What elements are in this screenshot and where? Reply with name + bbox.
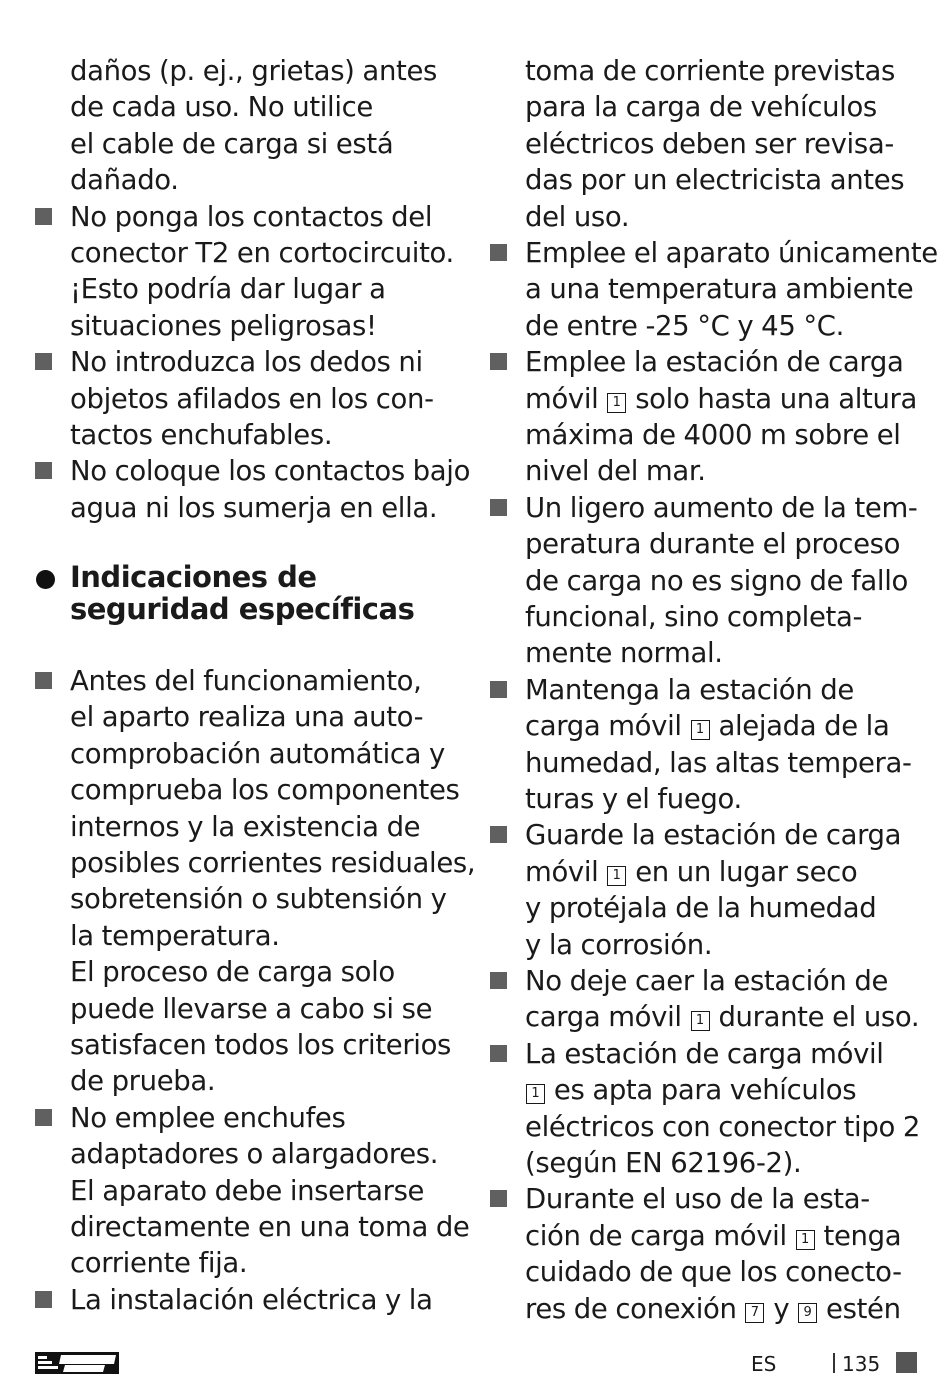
text-segment: Mantenga la estación de [525, 673, 854, 706]
text-line [525, 781, 742, 817]
text-segment: posibles corrientes residuales, [70, 847, 476, 879]
text-segment: durante el uso. [710, 1001, 920, 1034]
text-segment: móvil [525, 382, 607, 415]
text-line [70, 1063, 215, 1099]
text-line [525, 599, 862, 635]
text-line [525, 1181, 870, 1217]
text-segment: solo hasta una altura [627, 382, 918, 415]
text-segment: Antes del funcionamiento, [70, 665, 422, 697]
section-bullet-icon [36, 570, 55, 589]
text-segment: máxima de 4000 m sobre el [525, 419, 901, 451]
text-segment: carga móvil [525, 710, 690, 743]
text-line [525, 344, 903, 380]
text-line [70, 453, 470, 489]
text-segment: estén [818, 1292, 901, 1325]
text-line [525, 308, 844, 344]
text-line [70, 845, 475, 881]
text-line [525, 162, 904, 198]
text-segment: el cable de carga si está [70, 127, 394, 160]
text-segment: (según EN 62196-2). [525, 1147, 802, 1179]
text-segment: No introduzca los dedos ni [70, 346, 423, 379]
text-segment: y [765, 1292, 798, 1325]
text-segment: El aparato debe insertarse [70, 1174, 425, 1207]
reference-number-box: 1 [691, 1011, 710, 1031]
text-line [70, 490, 437, 526]
text-line [525, 927, 712, 963]
text-segment: tenga [815, 1219, 902, 1252]
text-line [70, 663, 422, 699]
text-line [525, 1109, 920, 1145]
text-line [525, 89, 877, 125]
text-segment: Un ligero aumento de la tem- [525, 491, 918, 524]
text-line [70, 991, 432, 1027]
text-segment: para la carga de vehículos [525, 91, 877, 124]
text-line [70, 1136, 438, 1172]
text-line [70, 918, 280, 954]
text-line [70, 1027, 451, 1063]
text-line [525, 199, 629, 235]
list-bullet-icon [35, 672, 52, 689]
text-line [525, 890, 876, 926]
text-segment: La estación de carga móvil [525, 1037, 884, 1070]
list-bullet-icon [490, 972, 507, 989]
text-segment: es apta para vehículos [546, 1074, 857, 1107]
text-line [525, 271, 913, 307]
list-bullet-icon [35, 462, 52, 479]
list-bullet-icon [35, 353, 52, 370]
text-line [525, 381, 917, 417]
text-segment: cuidado de que los conecto- [525, 1256, 902, 1289]
text-line [525, 235, 938, 271]
list-bullet-icon [490, 1190, 507, 1207]
text-line [70, 1100, 345, 1136]
text-line [70, 381, 434, 417]
text-line [70, 772, 460, 808]
text-segment: nivel del mar. [525, 455, 706, 488]
text-line [70, 1209, 470, 1245]
text-line [525, 1145, 801, 1181]
text-segment: la temperatura. [70, 919, 280, 952]
text-line [70, 1245, 247, 1281]
ultimate-speed-logo [35, 1349, 119, 1376]
text-line [70, 199, 432, 235]
section-heading-line-1: Indicaciones de [70, 560, 317, 594]
text-segment: Emplee la estación de carga [525, 346, 904, 379]
text-segment: puede llevarse a cabo si se [70, 992, 433, 1025]
reference-number-box: 1 [691, 720, 710, 740]
reference-number-box: 9 [798, 1303, 817, 1323]
reference-number-box: 1 [607, 866, 626, 886]
text-line [70, 235, 454, 271]
text-line [70, 53, 437, 89]
text-line [525, 817, 901, 853]
text-segment: Durante el uso de la esta- [525, 1183, 870, 1216]
reference-number-box: 1 [796, 1230, 815, 1250]
text-line [525, 126, 894, 162]
text-segment: corriente fija. [70, 1247, 248, 1280]
text-line [70, 89, 373, 125]
section-heading-line-2: seguridad específicas [70, 592, 415, 626]
text-line [525, 1218, 901, 1254]
text-line [525, 708, 889, 744]
text-segment: en un lugar seco [627, 855, 858, 888]
text-segment: agua ni los sumerja en ella. [70, 491, 438, 524]
text-segment: daños (p. ej., grietas) antes [70, 55, 437, 87]
text-line [70, 344, 423, 380]
text-segment: No coloque los contactos bajo [70, 455, 471, 488]
text-line [525, 490, 917, 526]
list-bullet-icon [490, 1045, 507, 1062]
text-segment: de carga no es signo de fallo [525, 564, 908, 597]
list-bullet-icon [35, 1291, 52, 1308]
text-segment: carga móvil [525, 1001, 690, 1034]
text-segment: objetos afilados en los con- [70, 382, 434, 415]
text-line [525, 963, 888, 999]
text-segment: El proceso de carga solo [70, 956, 395, 989]
text-line [525, 854, 857, 890]
text-line [70, 954, 395, 990]
list-bullet-icon [35, 208, 52, 225]
text-segment: conector T2 en cortocircuito. [70, 237, 454, 269]
text-segment: peratura durante el proceso [525, 528, 901, 561]
list-bullet-icon [490, 244, 507, 261]
text-segment: satisfacen todos los criterios [70, 1029, 452, 1061]
reference-number-box: 1 [526, 1084, 545, 1104]
text-segment: internos y la existencia de [70, 810, 421, 843]
text-segment: mente normal. [525, 637, 723, 670]
text-segment: funcional, sino completa- [525, 601, 863, 633]
list-bullet-icon [490, 826, 507, 843]
text-line [70, 271, 386, 307]
text-line [525, 563, 908, 599]
text-segment: alejada de la [710, 710, 890, 743]
text-segment: sobretensión o subtensión y [70, 883, 447, 916]
text-segment: No deje caer la estación de [525, 965, 889, 997]
text-line [70, 1282, 433, 1318]
footer-language: ES [751, 1352, 777, 1376]
text-line [70, 736, 445, 772]
list-bullet-icon [490, 353, 507, 370]
text-segment: ¡Esto podría dar lugar a [70, 273, 386, 306]
text-segment: comprueba los componentes [70, 774, 460, 807]
text-segment: situaciones peligrosas! [70, 309, 377, 342]
text-segment: móvil [525, 855, 607, 888]
text-line [70, 417, 332, 453]
text-line [525, 1072, 856, 1108]
text-segment: ción de carga móvil [525, 1219, 795, 1252]
text-line [525, 745, 912, 781]
text-segment: de entre -25 °C y 45 °C. [525, 309, 845, 342]
text-line [525, 417, 901, 453]
text-segment: humedad, las altas tempera- [525, 746, 912, 779]
reference-number-box: 1 [607, 393, 626, 413]
text-segment: comprobación automática y [70, 737, 445, 770]
text-segment: Emplee el aparato únicamente [525, 237, 938, 269]
text-line [525, 672, 854, 708]
text-line [70, 162, 179, 198]
text-segment: eléctricos deben ser revisa- [525, 127, 894, 160]
text-segment: adaptadores o alargadores. [70, 1138, 439, 1171]
reference-number-box: 7 [745, 1303, 764, 1323]
text-segment: eléctricos con conector tipo 2 [525, 1110, 920, 1143]
text-line [525, 1254, 902, 1290]
text-line [70, 809, 420, 845]
text-segment: res de conexión [525, 1292, 745, 1325]
text-line [70, 1173, 424, 1209]
text-line [70, 126, 393, 162]
text-segment: tactos enchufables. [70, 419, 333, 451]
text-segment: Guarde la estación de carga [525, 819, 902, 852]
list-bullet-icon [490, 499, 507, 516]
text-line [525, 526, 900, 562]
text-segment: de cada uso. No utilice [70, 91, 373, 124]
text-segment: directamente en una toma de [70, 1211, 470, 1243]
page-number: 135 [842, 1352, 881, 1376]
text-line [70, 308, 377, 344]
text-segment: No emplee enchufes [70, 1101, 346, 1134]
text-segment: toma de corriente previstas [525, 55, 895, 87]
text-line [525, 453, 706, 489]
text-segment: y protéjala de la humedad [525, 892, 877, 925]
text-segment: el aparto realiza una auto- [70, 701, 424, 734]
text-line [70, 699, 423, 735]
text-segment: dañado. [70, 164, 179, 197]
text-line [70, 881, 447, 917]
text-line [525, 1036, 884, 1072]
footer-square-icon [896, 1352, 917, 1373]
text-line [525, 635, 723, 671]
text-line [525, 1291, 901, 1327]
list-bullet-icon [490, 681, 507, 698]
text-segment: das por un electricista antes [525, 164, 905, 197]
text-line [525, 53, 895, 89]
text-segment: a una temperatura ambiente [525, 273, 914, 306]
text-segment: y la corrosión. [525, 928, 713, 961]
text-segment: del uso. [525, 200, 630, 233]
text-segment: La instalación eléctrica y la [70, 1283, 433, 1316]
footer-separator [833, 1353, 835, 1373]
list-bullet-icon [35, 1109, 52, 1126]
text-line [525, 999, 919, 1035]
text-segment: No ponga los contactos del [70, 200, 433, 233]
text-segment: de prueba. [70, 1065, 216, 1098]
text-segment: turas y el fuego. [525, 783, 742, 815]
